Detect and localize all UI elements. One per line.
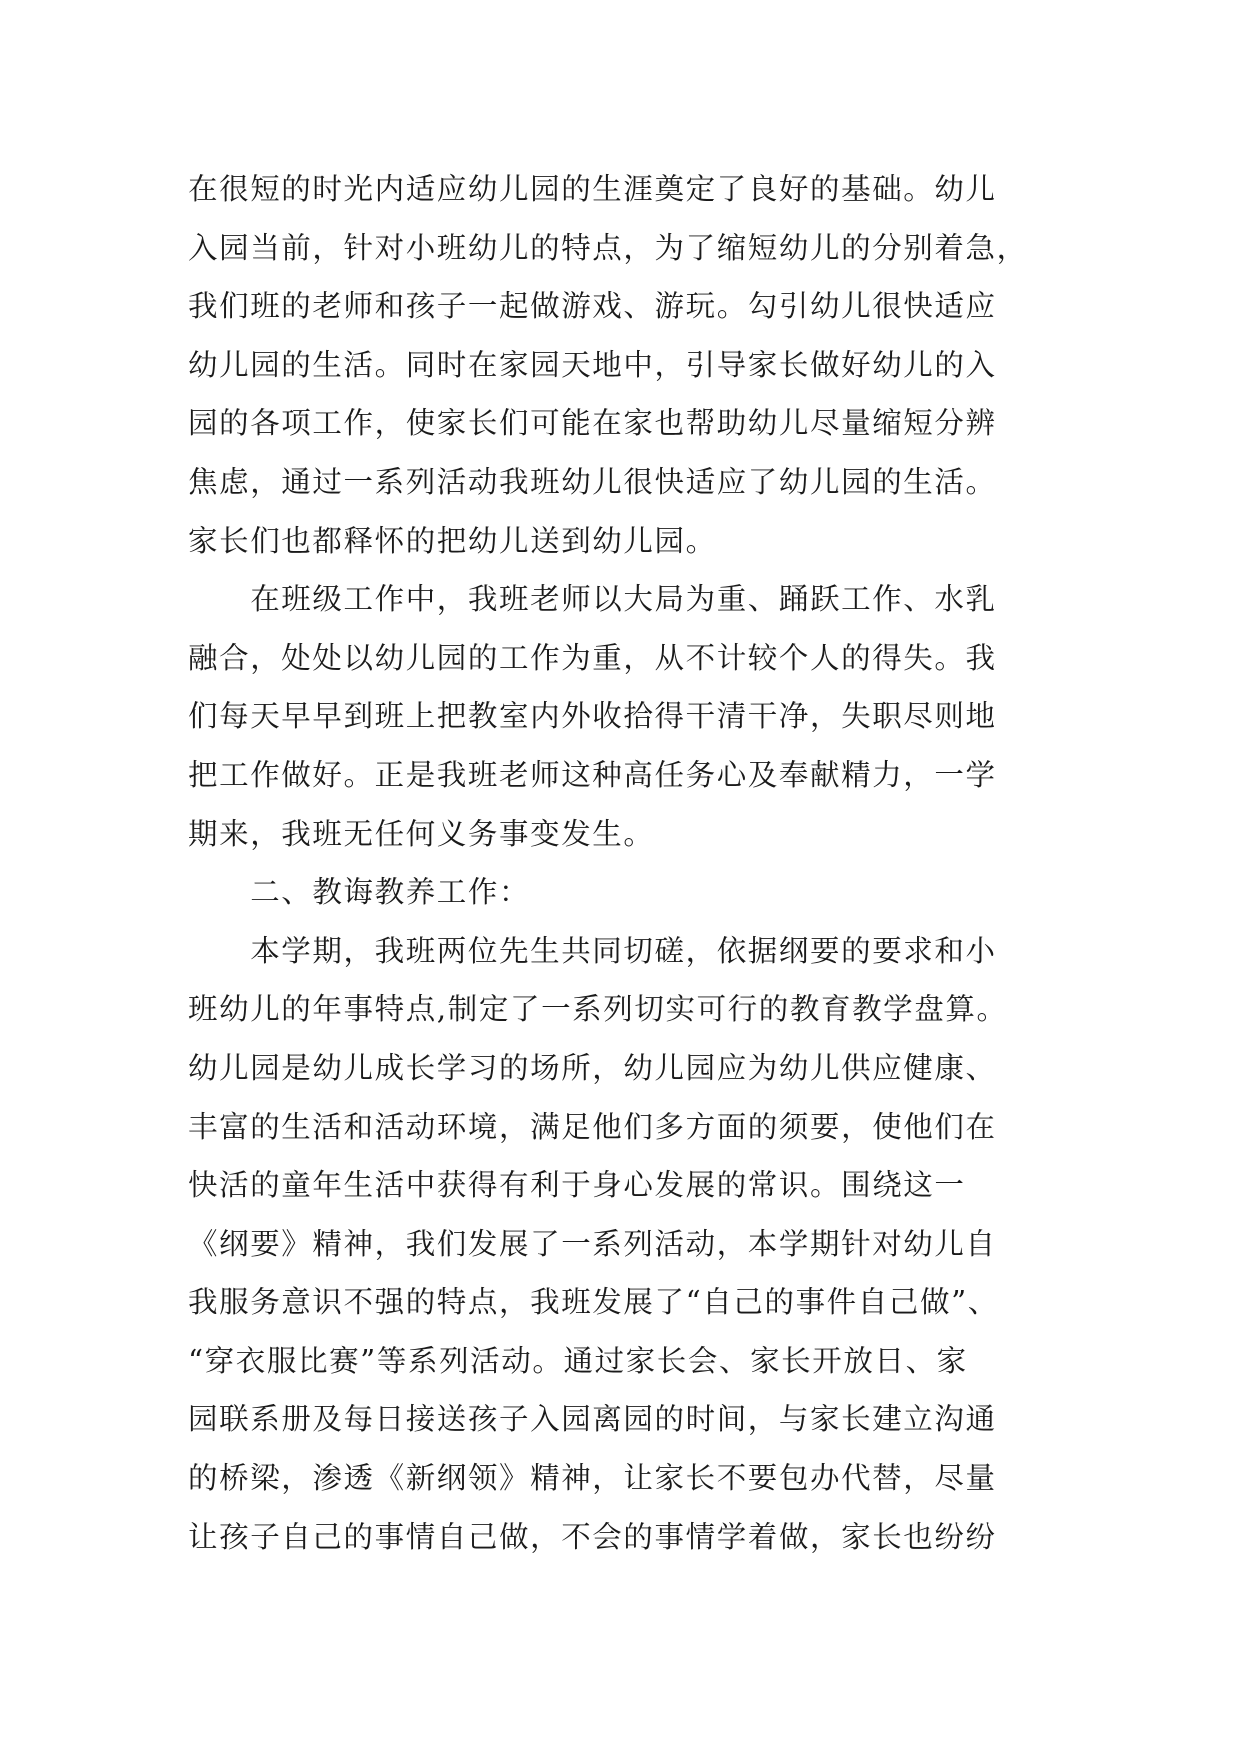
text-line: 把工作做好。正是我班老师这种高任务心及奉献精力，一学 <box>188 757 997 792</box>
text-line: 焦虑，通过一系列活动我班幼儿很快适应了幼儿园的生活。 <box>188 464 997 499</box>
text-line: 们每天早早到班上把教室内外收拾得干清干净，失职尽则地 <box>188 699 997 734</box>
body-text <box>188 160 1068 1566</box>
text-line: 园联系册及每日接送孩子入园离园的时间，与家长建立沟通 <box>188 1402 997 1437</box>
text-line: 本学期，我班两位先生共同切磋，依据纲要的要求和小 <box>188 933 997 968</box>
text-line: 《纲要》精神，我们发展了一系列活动，本学期针对幼儿自 <box>188 1226 997 1261</box>
text-line: 我们班的老师和孩子一起做游戏、游玩。勾引幼儿很快适应 <box>188 289 997 324</box>
text-line: 幼儿园是幼儿成长学习的场所，幼儿园应为幼儿供应健康、 <box>188 1050 997 1085</box>
text-line: 在班级工作中，我班老师以大局为重、踊跃工作、水乳 <box>188 582 997 617</box>
text-line: 我服务意识不强的特点，我班发展了“自己的事件自己做”、 <box>188 1285 999 1320</box>
text-line: 家长们也都释怀的把幼儿送到幼儿园。 <box>188 523 717 558</box>
text-line: 让孩子自己的事情自己做，不会的事情学着做，家长也纷纷 <box>188 1519 997 1554</box>
text-line: 入园当前，针对小班幼儿的特点，为了缩短幼儿的分别着急， <box>188 230 1028 265</box>
text-line: 园的各项工作，使家长们可能在家也帮助幼儿尽量缩短分辨 <box>188 406 997 441</box>
text-line: 在很短的时光内适应幼儿园的生涯奠定了良好的基础。幼儿 <box>188 172 997 206</box>
text-line: 融合，处处以幼儿园的工作为重，从不计较个人的得失。我 <box>188 640 997 675</box>
text-line: 期来，我班无任何义务事变发生。 <box>188 816 655 851</box>
text-line: “穿衣服比赛”等系列活动。通过家长会、家长开放日、家 <box>188 1343 968 1378</box>
section-heading: 二、教诲教养工作： <box>188 875 531 910</box>
text-line: 丰富的生活和活动环境，满足他们多方面的须要，使他们在 <box>188 1109 997 1144</box>
text-line: 的桥梁，渗透《新纲领》精神，让家长不要包办代替，尽量 <box>188 1461 997 1496</box>
text-line: 班幼儿的年事特点,制定了一系列切实可行的教育教学盘算。 <box>188 992 1008 1027</box>
text-line: 快活的童年生活中获得有利于身心发展的常识。围绕这一 <box>188 1168 966 1203</box>
text-line: 幼儿园的生活。同时在家园天地中，引导家长做好幼儿的入 <box>188 347 997 382</box>
